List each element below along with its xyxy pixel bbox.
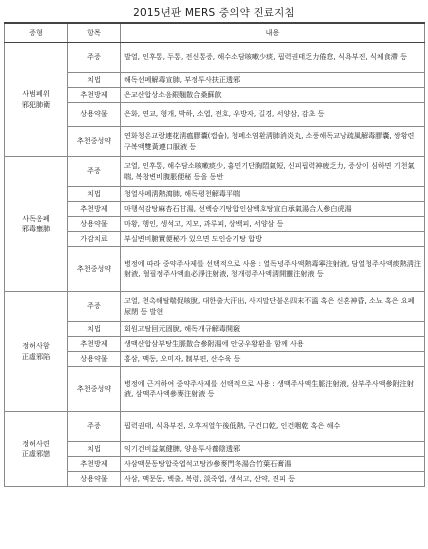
item-cell: 추천중성약: [68, 247, 121, 292]
table-row: [5, 322, 425, 337]
table-row: [5, 472, 425, 487]
syndrome-type-cell: [5, 43, 68, 157]
table-row: [5, 43, 425, 73]
syndrome-name-korean: 정허사련: [22, 438, 50, 448]
content-cell: 은교산합상소음銀翹散合桑蘇飮: [121, 88, 425, 103]
syndrome-name-hanja: 邪犯肺衛: [21, 99, 51, 109]
syndrome-name-hanja: 邪毒壅肺: [21, 224, 51, 233]
content-cell: 마황, 행인, 생석고, 지모, 과루피, 상백피, 서양삼 등: [121, 217, 425, 232]
content-cell: 익기건비益氣健脾, 양음투사養陰透邪: [121, 442, 425, 457]
table-row: [5, 292, 425, 322]
table-row: [5, 157, 425, 187]
content-cell: 핍력권태, 식욕부진, 오후저열午後低熱, 구건口乾, 인건咽乾 혹은 해수: [121, 412, 425, 442]
item-cell: 주증: [68, 43, 121, 73]
syndrome-type-cell: [5, 292, 68, 412]
table-header-row: [5, 23, 425, 43]
content-cell: 해독선폐解毒宣肺, 부정투사扶正透邪: [121, 73, 425, 88]
table-row: [5, 73, 425, 88]
table-row: [5, 103, 425, 127]
content-cell: 발열, 인후통, 두통, 전신통증, 해수소담咳嗽少痰, 핍력권태乏力倦怠, 식욕부진, 식체食滯 등: [121, 43, 425, 73]
item-cell: 주증: [68, 157, 121, 187]
syndrome-type-cell: [5, 157, 68, 292]
content-cell: 부실변비腑實便秘가 있으면 도인승기탕 합방: [121, 232, 425, 247]
item-cell: 추천방제: [68, 88, 121, 103]
content-cell: 회원고탈回元固脫, 해독개규解毒開竅: [121, 322, 425, 337]
syndrome-name-korean: 사범폐위: [22, 89, 50, 99]
page-title: 2015년판 MERS 중의약 진료지침: [133, 7, 295, 19]
content-cell: 고열, 인후통, 해수담소咳嗽痰少, 흉민기단胸悶氣短, 신피핍력神疲乏力, 증상이 심하면 기천氣喘, 복창변비腹脹便秘 등을 동반: [121, 157, 425, 187]
table-row: [5, 412, 425, 442]
content-cell: 연화청온교랑連花淸瘟膠囊(캡슐), 청폐소염환淸肺消炎丸, 소풍해독교낭疏風解毒膠囊, 쌍황련구복액雙黃連口服液 등: [121, 127, 425, 157]
item-cell: 치법: [68, 187, 121, 202]
table-row: [5, 202, 425, 217]
table-row: [5, 217, 425, 232]
syndrome-name-hanja: 正虛邪戀: [21, 449, 51, 458]
content-cell: 사삼, 맥문동, 백출, 복령, 淡죽엽, 생석고, 산약, 진피 등: [121, 472, 425, 487]
item-cell: 치법: [68, 442, 121, 457]
header-item: 항목: [68, 23, 121, 43]
table-row: [5, 337, 425, 352]
syndrome-name-hanja: 正虛邪陷: [21, 351, 51, 361]
content-cell: 마행석감탕麻杏石甘湯, 선백승기탕합인삼백호탕宣白承氣湯合人參白虎湯: [121, 202, 425, 217]
table-row: [5, 352, 425, 367]
content-cell: 홍삼, 맥동, 오미자, 制부편, 산수육 등: [121, 352, 425, 367]
item-cell: 주증: [68, 292, 121, 322]
guideline-table: [4, 22, 425, 487]
syndrome-name-korean: 정허사함: [22, 341, 50, 351]
content-cell: 고열, 천촉해탈喘促咳脫, 대한출大汗出, 사지말단불온四末不溫 혹은 신혼神昏, 소뇨 혹은 요폐尿閉 등 발현: [121, 292, 425, 322]
item-cell: 추천방제: [68, 202, 121, 217]
item-cell: 상용약물: [68, 217, 121, 232]
item-cell: 치법: [68, 73, 121, 88]
table-row: [5, 442, 425, 457]
item-cell: 추천방제: [68, 457, 121, 472]
item-cell: 상용약물: [68, 472, 121, 487]
content-cell: 은화, 연교, 형개, 박하, 소엽, 전호, 우방자, 길경, 서양삼, 감초 등: [121, 103, 425, 127]
content-cell: 병정에 따라 중약주사제를 선택적으로 사용 : 열독녕주사액熱毒寧注射液, 담열청주사액痰熱淸注射液, 혈필정주사액血必淨注射液, 청개령주사액淸開靈注射液 등: [121, 247, 425, 292]
item-cell: 추천중성약: [68, 367, 121, 412]
table-row: [5, 127, 425, 157]
table-row: [5, 88, 425, 103]
item-cell: 상용약물: [68, 103, 121, 127]
content-cell: 사삼맥문동탕합죽엽석고탕沙參麥門冬湯合竹葉石膏湯: [121, 457, 425, 472]
item-cell: 가감치료: [68, 232, 121, 247]
header-type: 증형: [5, 23, 68, 43]
item-cell: 상용약물: [68, 352, 121, 367]
table-body: [5, 43, 425, 487]
syndrome-name-korean: 사독옹폐: [22, 213, 50, 223]
table-row: [5, 457, 425, 472]
header-content: 내용: [121, 23, 425, 43]
item-cell: 추천방제: [68, 337, 121, 352]
content-cell: 병정에 근거하여 중약주사제를 선택적으로 사용 : 생맥주사액生脈注射液, 삼부주사액參附注射液, 삼맥주사액參麥注射液 등: [121, 367, 425, 412]
item-cell: 치법: [68, 322, 121, 337]
table-row: [5, 232, 425, 247]
item-cell: 주증: [68, 412, 121, 442]
item-cell: 추천중성약: [68, 127, 121, 157]
content-cell: 청열사폐淸熱瀉肺, 해독평천解毒平喘: [121, 187, 425, 202]
syndrome-type-cell: [5, 412, 68, 487]
table-row: [5, 187, 425, 202]
table-row: [5, 247, 425, 292]
table-row: [5, 367, 425, 412]
content-cell: 생맥산합삼부탕生脈散合參附湯에 안궁우황환을 함께 사용: [121, 337, 425, 352]
